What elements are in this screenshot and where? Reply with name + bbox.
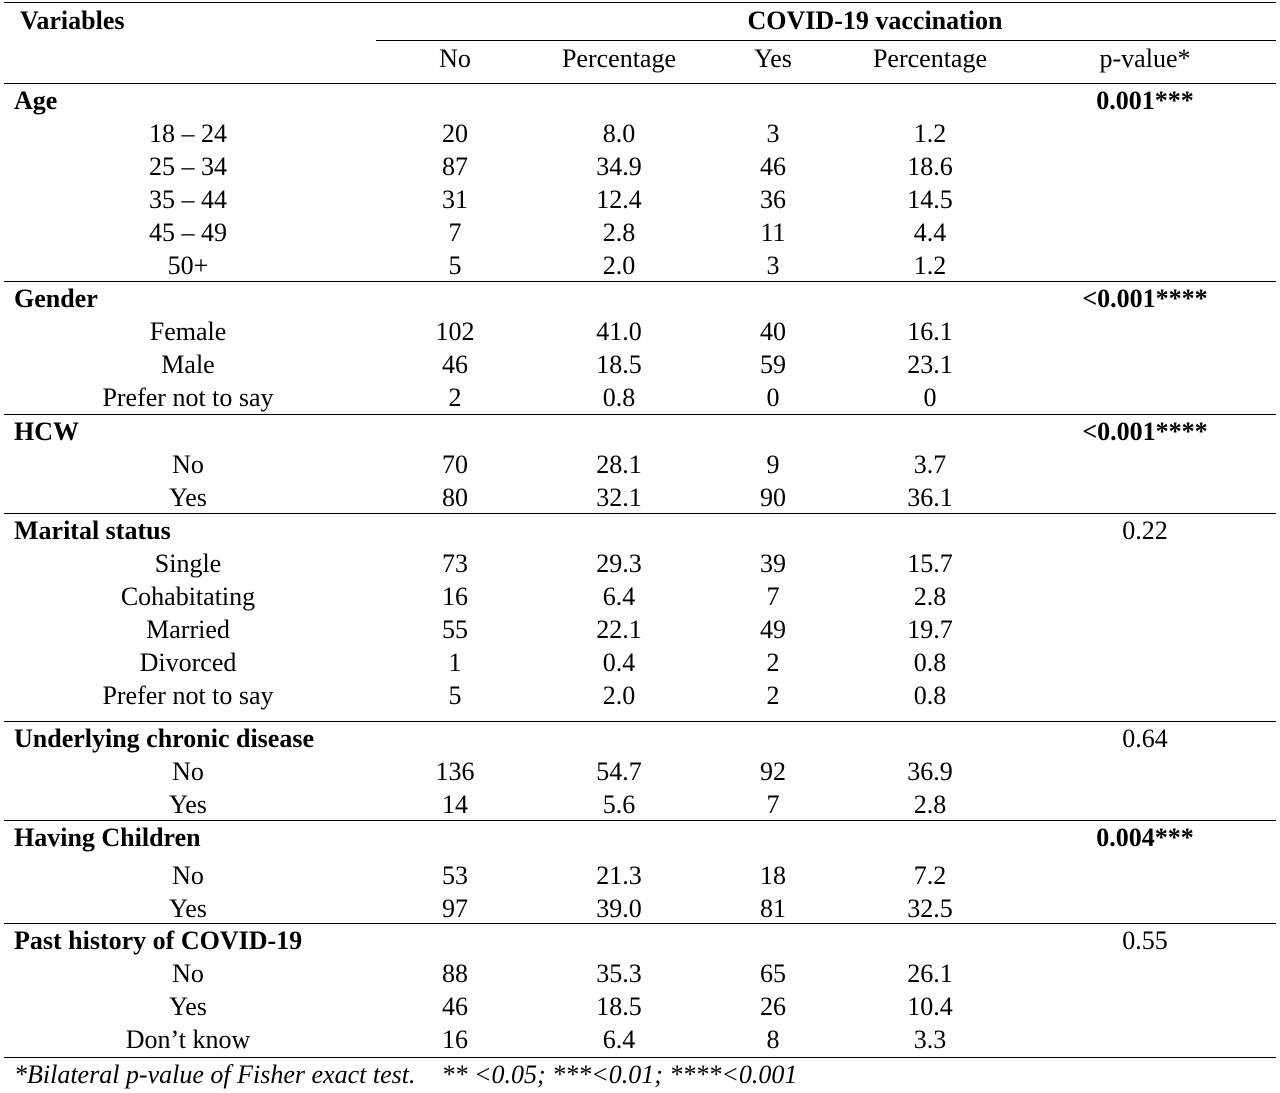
yes-count: 40 bbox=[760, 317, 786, 346]
yes-percentage: 16.1 bbox=[907, 317, 953, 346]
yes-count: 81 bbox=[760, 894, 786, 923]
section-divider bbox=[4, 820, 1276, 821]
yes-count: 2 bbox=[766, 681, 780, 710]
no-count: 88 bbox=[442, 959, 468, 988]
no-count: 2 bbox=[448, 383, 462, 412]
row-label: 25 – 34 bbox=[149, 152, 227, 181]
yes-percentage: 36.9 bbox=[907, 757, 953, 786]
section-divider bbox=[4, 721, 1276, 722]
no-count: 87 bbox=[442, 152, 468, 181]
no-percentage: 18.5 bbox=[596, 992, 642, 1021]
row-label: Single bbox=[154, 549, 222, 578]
col-header-yes-percentage: Percentage bbox=[872, 44, 988, 73]
section-title: Gender bbox=[14, 284, 98, 313]
yes-count: 2 bbox=[766, 648, 780, 677]
section-p-value: 0.64 bbox=[1122, 724, 1168, 753]
table-bottom-rule bbox=[4, 1057, 1276, 1058]
row-label: Female bbox=[149, 317, 227, 346]
no-count: 46 bbox=[442, 350, 468, 379]
yes-percentage: 14.5 bbox=[907, 185, 953, 214]
no-percentage: 18.5 bbox=[596, 350, 642, 379]
yes-count: 8 bbox=[766, 1025, 780, 1054]
yes-percentage: 1.2 bbox=[913, 251, 947, 280]
yes-percentage: 10.4 bbox=[907, 992, 953, 1021]
row-label: Prefer not to say bbox=[102, 681, 274, 710]
section-divider bbox=[4, 923, 1276, 924]
table-footnote: *Bilateral p-value of Fisher exact test. ** <0.05; ***<0.01; ****<0.001 bbox=[14, 1060, 798, 1089]
no-percentage: 35.3 bbox=[596, 959, 642, 988]
no-count: 80 bbox=[442, 483, 468, 512]
no-count: 70 bbox=[442, 450, 468, 479]
section-divider bbox=[4, 513, 1276, 514]
section-title: Past history of COVID-19 bbox=[14, 926, 303, 955]
row-label: Cohabitating bbox=[120, 582, 256, 611]
no-percentage: 2.0 bbox=[602, 251, 636, 280]
row-label: No bbox=[172, 450, 204, 479]
yes-count: 90 bbox=[760, 483, 786, 512]
row-label: Yes bbox=[169, 894, 207, 923]
no-count: 53 bbox=[442, 861, 468, 890]
no-count: 102 bbox=[435, 317, 475, 346]
header-sub-rule bbox=[376, 40, 1276, 41]
yes-percentage: 23.1 bbox=[907, 350, 953, 379]
no-count: 31 bbox=[442, 185, 468, 214]
col-header-p-value: p-value* bbox=[1099, 44, 1191, 73]
no-percentage: 5.6 bbox=[602, 790, 636, 819]
row-label: 35 – 44 bbox=[149, 185, 227, 214]
no-percentage: 0.8 bbox=[602, 383, 636, 412]
yes-percentage: 36.1 bbox=[907, 483, 953, 512]
yes-count: 11 bbox=[760, 218, 786, 247]
section-p-value: 0.22 bbox=[1122, 516, 1168, 545]
section-p-value: 0.001*** bbox=[1096, 86, 1194, 115]
section-p-value: <0.001**** bbox=[1082, 284, 1208, 313]
yes-percentage: 0.8 bbox=[913, 648, 947, 677]
no-count: 55 bbox=[442, 615, 468, 644]
yes-count: 0 bbox=[766, 383, 780, 412]
row-label: 50+ bbox=[167, 251, 209, 280]
no-percentage: 12.4 bbox=[596, 185, 642, 214]
no-count: 97 bbox=[442, 894, 468, 923]
no-count: 46 bbox=[442, 992, 468, 1021]
row-label: Married bbox=[146, 615, 230, 644]
yes-count: 59 bbox=[760, 350, 786, 379]
yes-percentage: 2.8 bbox=[913, 790, 947, 819]
section-title: Age bbox=[14, 86, 58, 115]
no-percentage: 2.0 bbox=[602, 681, 636, 710]
no-percentage: 22.1 bbox=[596, 615, 642, 644]
yes-count: 26 bbox=[760, 992, 786, 1021]
no-percentage: 6.4 bbox=[602, 1025, 636, 1054]
no-percentage: 21.3 bbox=[596, 861, 642, 890]
yes-count: 46 bbox=[760, 152, 786, 181]
yes-percentage: 0.8 bbox=[913, 681, 947, 710]
no-count: 73 bbox=[442, 549, 468, 578]
table-top-rule bbox=[4, 2, 1276, 3]
col-header-yes: Yes bbox=[754, 44, 792, 73]
yes-percentage: 4.4 bbox=[913, 218, 947, 247]
no-percentage: 0.4 bbox=[602, 648, 636, 677]
yes-count: 7 bbox=[766, 790, 780, 819]
no-percentage: 28.1 bbox=[596, 450, 642, 479]
section-p-value: <0.001**** bbox=[1082, 417, 1208, 446]
no-count: 16 bbox=[442, 1025, 468, 1054]
row-label: No bbox=[172, 959, 204, 988]
yes-percentage: 1.2 bbox=[913, 119, 947, 148]
no-percentage: 6.4 bbox=[602, 582, 636, 611]
section-p-value: 0.004*** bbox=[1096, 823, 1194, 852]
section-title: Marital status bbox=[14, 516, 171, 545]
row-label: Male bbox=[161, 350, 215, 379]
yes-percentage: 19.7 bbox=[907, 615, 953, 644]
row-label: No bbox=[172, 757, 204, 786]
section-p-value: 0.55 bbox=[1122, 926, 1168, 955]
yes-count: 9 bbox=[766, 450, 780, 479]
yes-percentage: 0 bbox=[923, 383, 937, 412]
no-count: 5 bbox=[448, 251, 462, 280]
row-label: 45 – 49 bbox=[149, 218, 227, 247]
yes-percentage: 18.6 bbox=[907, 152, 953, 181]
section-divider bbox=[4, 281, 1276, 282]
no-count: 14 bbox=[442, 790, 468, 819]
yes-count: 36 bbox=[760, 185, 786, 214]
yes-count: 3 bbox=[766, 119, 780, 148]
no-percentage: 32.1 bbox=[596, 483, 642, 512]
yes-count: 18 bbox=[760, 861, 786, 890]
no-percentage: 29.3 bbox=[596, 549, 642, 578]
no-percentage: 2.8 bbox=[602, 218, 636, 247]
no-count: 7 bbox=[448, 218, 462, 247]
header-bottom-rule bbox=[4, 83, 1276, 84]
no-percentage: 54.7 bbox=[596, 757, 642, 786]
section-divider bbox=[4, 414, 1276, 415]
row-label: Don’t know bbox=[125, 1025, 251, 1054]
header-group-title: COVID-19 vaccination bbox=[747, 6, 1003, 35]
no-count: 20 bbox=[442, 119, 468, 148]
row-label: Yes bbox=[169, 483, 207, 512]
yes-count: 92 bbox=[760, 757, 786, 786]
row-label: Divorced bbox=[139, 648, 237, 677]
yes-percentage: 3.3 bbox=[913, 1025, 947, 1054]
yes-percentage: 32.5 bbox=[907, 894, 953, 923]
row-label: 18 – 24 bbox=[149, 119, 227, 148]
no-count: 136 bbox=[435, 757, 475, 786]
yes-count: 49 bbox=[760, 615, 786, 644]
yes-count: 39 bbox=[760, 549, 786, 578]
yes-count: 7 bbox=[766, 582, 780, 611]
col-header-no-percentage: Percentage bbox=[561, 44, 677, 73]
no-percentage: 8.0 bbox=[602, 119, 636, 148]
yes-percentage: 2.8 bbox=[913, 582, 947, 611]
no-count: 5 bbox=[448, 681, 462, 710]
no-percentage: 41.0 bbox=[596, 317, 642, 346]
section-title: Underlying chronic disease bbox=[14, 724, 314, 753]
col-header-no: No bbox=[439, 44, 471, 73]
section-title: Having Children bbox=[14, 823, 201, 852]
yes-percentage: 7.2 bbox=[913, 861, 947, 890]
yes-count: 3 bbox=[766, 251, 780, 280]
section-title: HCW bbox=[14, 417, 79, 446]
no-count: 16 bbox=[442, 582, 468, 611]
no-count: 1 bbox=[448, 648, 462, 677]
row-label: Prefer not to say bbox=[102, 383, 274, 412]
row-label: Yes bbox=[169, 790, 207, 819]
row-label: No bbox=[172, 861, 204, 890]
no-percentage: 34.9 bbox=[596, 152, 642, 181]
yes-percentage: 26.1 bbox=[907, 959, 953, 988]
header-variables: Variables bbox=[20, 6, 125, 35]
no-percentage: 39.0 bbox=[596, 894, 642, 923]
yes-percentage: 15.7 bbox=[907, 549, 953, 578]
yes-count: 65 bbox=[760, 959, 786, 988]
row-label: Yes bbox=[169, 992, 207, 1021]
yes-percentage: 3.7 bbox=[913, 450, 947, 479]
